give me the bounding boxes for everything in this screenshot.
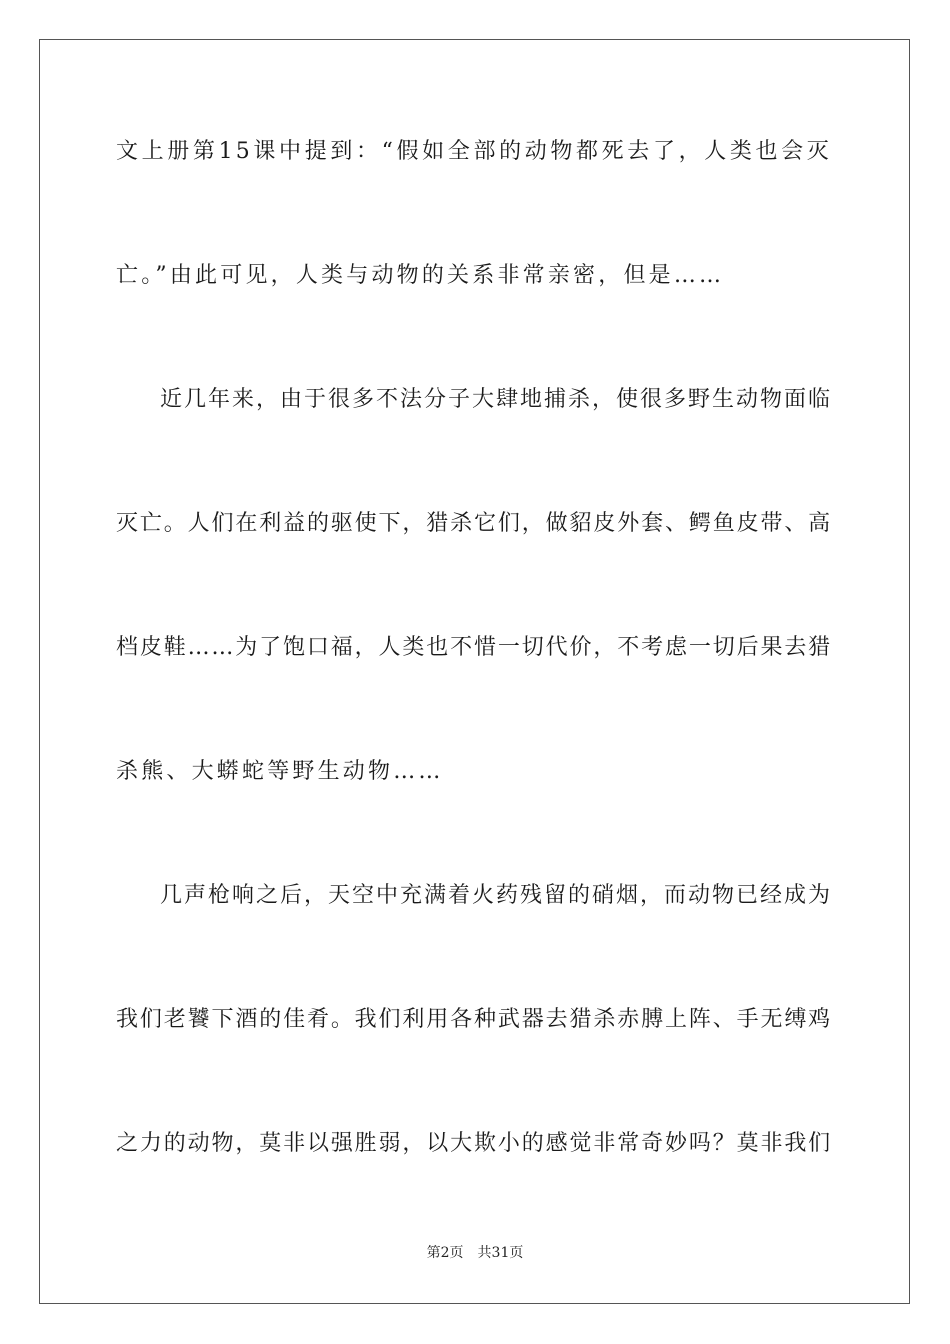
text-line-1: 文上册第15课中提到：“假如全部的动物都死去了，人类也会灭: [116, 139, 832, 164]
page-total: 共31页: [477, 1245, 524, 1261]
text-line-8: 我们老饕下酒的佳肴。我们利用各种武器去猎杀赤膊上阵、手无缚鸡: [116, 1007, 832, 1032]
text-line-6: 杀熊、大蟒蛇等野生动物……: [116, 759, 444, 784]
page-footer: [0, 1243, 950, 1263]
text-line-4: 灭亡。人们在利益的驱使下，猎杀它们，做貂皮外套、鳄鱼皮带、高: [116, 511, 832, 536]
text-line-7: 几声枪响之后，天空中充满着火药残留的硝烟，而动物已经成为: [160, 883, 833, 908]
page-border: [39, 39, 910, 1304]
text-line-5: 档皮鞋……为了饱口福，人类也不惜一切代价，不考虑一切后果去猎: [116, 635, 832, 660]
text-line-2: 亡。”由此可见，人类与动物的关系非常亲密，但是……: [116, 263, 725, 288]
text-line-9: 之力的动物，莫非以强胜弱，以大欺小的感觉非常奇妙吗？莫非我们: [116, 1131, 832, 1156]
text-line-3: 近几年来，由于很多不法分子大肆地捕杀，使很多野生动物面临: [160, 387, 833, 412]
page-number: 第2页: [426, 1245, 464, 1261]
